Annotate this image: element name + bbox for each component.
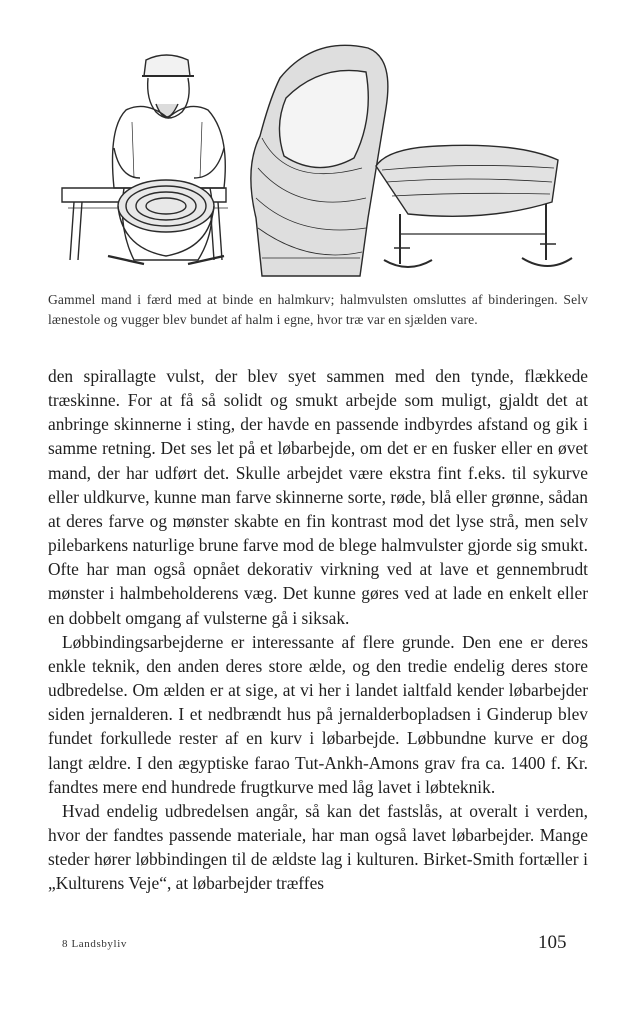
straw-armchair-drawing xyxy=(251,45,388,276)
straw-basket-drawing xyxy=(118,180,214,256)
figure-caption: Gammel mand i færd med at binde en halmkurv; halmvulsten omsluttes af binderingen. Selv lænestole og vugger blev bundet af halm i egne, hvor træ var en sjælden vare. xyxy=(48,292,588,327)
cradle-drawing xyxy=(376,145,572,267)
paragraph: den spirallagte vulst, der blev syet sammen med den tynde, flækkede træskinne. For at få så solidt og smukt arbejde som muligt, gjaldt det at anbringe skinnerne i sting, der havde en passende indbyrdes afstand og gik i samme retning. Det ses let på et løbarbejde, om det er en fusker eller en øvet mand, der har udført det. Skulle arbejdet være ekstra fint f.eks. til sykurve eller uldkurve, kunne man farve skinnerne sorte, røde, blå eller grønne, sådan at deres farve og mønster skabte en fin kontrast mod det lyse strå, men selv pilebarkens naturlige brune farve mod de blege halmvulster gjorde sig smukt. Ofte har man også opnået dekorativ virkning ved at lave et gennembrudt mønster i halmbeholderens væg. Det kunne gøres ved at lade en enkelt eller en dobbelt omgang af vulsterne gå i siksak. xyxy=(48,366,588,628)
illustration xyxy=(48,38,588,290)
paragraph: Hvad endelig udbredelsen angår, så kan det fastslås, at overalt i verden, hvor der fandtes passende materiale, har man også lavet løbarbejder. Mange steder hører løbbindingen til de ældste lag i kulturen. Birket-Smith fortæller i „Kulturens Veje“, at løbarbejder træffes xyxy=(48,800,588,894)
body-text xyxy=(48,364,588,895)
page-number: 105 xyxy=(538,932,567,953)
printer-signature: 8 Landsbyliv xyxy=(62,938,127,950)
paragraph: Løbbindingsarbejderne er interessante af flere grunde. Den ene er deres enkle teknik, den anden deres store ælde, og den tredie endelig deres store udbredelse. Om ælden er at sige, at vi her i landet ialtfald kender løbarbejder siden jernalderen. I et nedbrændt hus på jernalderbopladsen i Ginderup blev fundet forkullede rester af en kurv i løbarbejde. Løbbundne kurve er dog langt ældre. I den ægyptiske farao Tut-Ankh-Amons grav fra ca. 1400 f. Kr. fandtes mere end hundrede frugtkurve med låg lavet i løbteknik. xyxy=(48,631,588,797)
